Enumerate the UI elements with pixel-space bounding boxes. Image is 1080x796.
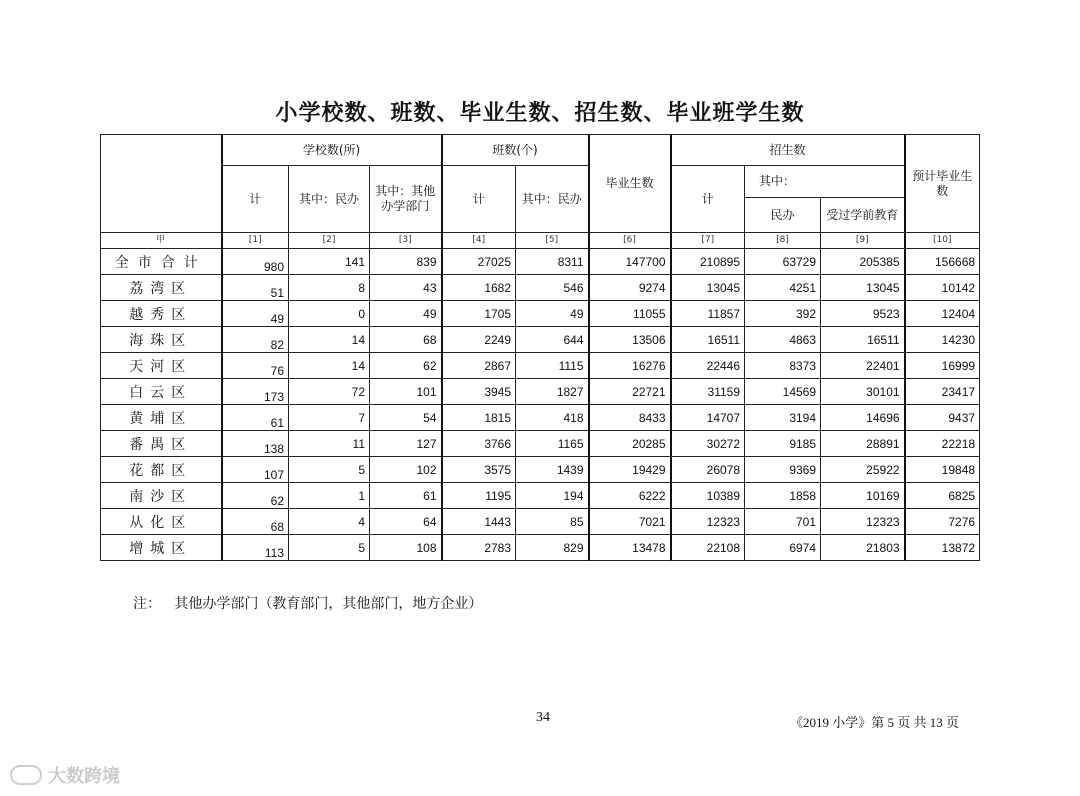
value-cell: 20285 [589, 431, 671, 457]
value-cell: 7021 [589, 509, 671, 535]
value-cell: 54 [370, 405, 442, 431]
header-classes: 班数(个) [442, 135, 589, 166]
table-row [101, 327, 980, 353]
statistics-table [100, 134, 980, 561]
header-schools: 学校数(所) [222, 135, 442, 166]
value-cell: 210895 [671, 249, 745, 275]
value-cell: 62 [222, 483, 289, 509]
value-cell: 28891 [821, 431, 905, 457]
value-cell: 6825 [905, 483, 980, 509]
value-cell: 7276 [905, 509, 980, 535]
value-cell: 1705 [442, 301, 516, 327]
table-row-total [101, 249, 980, 275]
value-cell: 1115 [516, 353, 589, 379]
region-cell: 越秀区 [101, 301, 222, 327]
value-cell: 16276 [589, 353, 671, 379]
watermark [10, 762, 120, 788]
value-cell: 49 [370, 301, 442, 327]
region-cell: 花都区 [101, 457, 222, 483]
value-cell: 1858 [745, 483, 821, 509]
value-cell: 22218 [905, 431, 980, 457]
value-cell: 14230 [905, 327, 980, 353]
value-cell: 49 [222, 301, 289, 327]
column-index-cell: [4] [442, 233, 516, 249]
value-cell: 16511 [671, 327, 745, 353]
table-row [101, 457, 980, 483]
value-cell: 12323 [671, 509, 745, 535]
value-cell: 6222 [589, 483, 671, 509]
table-row [101, 379, 980, 405]
value-cell: 9274 [589, 275, 671, 301]
region-cell: 增城区 [101, 535, 222, 561]
value-cell: 82 [222, 327, 289, 353]
value-cell: 8433 [589, 405, 671, 431]
column-index-cell: [2] [289, 233, 370, 249]
value-cell: 68 [222, 509, 289, 535]
value-cell: 9185 [745, 431, 821, 457]
value-cell: 21803 [821, 535, 905, 561]
value-cell: 6974 [745, 535, 821, 561]
value-cell: 13045 [821, 275, 905, 301]
column-index-cell: [8] [745, 233, 821, 249]
value-cell: 1682 [442, 275, 516, 301]
value-cell: 173 [222, 379, 289, 405]
value-cell: 4251 [745, 275, 821, 301]
table-row [101, 535, 980, 561]
value-cell: 49 [516, 301, 589, 327]
value-cell: 9369 [745, 457, 821, 483]
header-schools-private: 其中：民办 [289, 166, 370, 233]
value-cell: 85 [516, 509, 589, 535]
header-schools-total: 计 [222, 166, 289, 233]
value-cell: 1 [289, 483, 370, 509]
value-cell: 1827 [516, 379, 589, 405]
header-enrollment-of-which: 其中： [745, 166, 905, 198]
value-cell: 62 [370, 353, 442, 379]
page-footer: 《2019 小学》第 5 页 共 13 页 [790, 715, 960, 730]
table-row [101, 431, 980, 457]
value-cell: 14707 [671, 405, 745, 431]
value-cell: 102 [370, 457, 442, 483]
value-cell: 23417 [905, 379, 980, 405]
value-cell: 546 [516, 275, 589, 301]
value-cell: 0 [289, 301, 370, 327]
value-cell: 418 [516, 405, 589, 431]
value-cell: 11 [289, 431, 370, 457]
value-cell: 1439 [516, 457, 589, 483]
value-cell: 205385 [821, 249, 905, 275]
page-number: 34 [536, 710, 550, 725]
value-cell: 25922 [821, 457, 905, 483]
value-cell: 22721 [589, 379, 671, 405]
region-cell: 从化区 [101, 509, 222, 535]
region-cell: 白云区 [101, 379, 222, 405]
table-row [101, 509, 980, 535]
column-index-cell: [6] [589, 233, 671, 249]
value-cell: 701 [745, 509, 821, 535]
region-cell: 天河区 [101, 353, 222, 379]
value-cell: 63729 [745, 249, 821, 275]
value-cell: 829 [516, 535, 589, 561]
value-cell: 11857 [671, 301, 745, 327]
value-cell: 8 [289, 275, 370, 301]
value-cell: 1443 [442, 509, 516, 535]
value-cell: 3194 [745, 405, 821, 431]
header-enrollment: 招生数 [671, 135, 905, 166]
value-cell: 4 [289, 509, 370, 535]
value-cell: 30101 [821, 379, 905, 405]
table-row [101, 301, 980, 327]
header-expected-graduates: 预计毕业生数 [905, 135, 980, 233]
header-enrollment-private: 民办 [745, 198, 821, 233]
value-cell: 13478 [589, 535, 671, 561]
value-cell: 839 [370, 249, 442, 275]
value-cell: 13506 [589, 327, 671, 353]
column-index-cell: 甲 [101, 233, 222, 249]
value-cell: 107 [222, 457, 289, 483]
value-cell: 22446 [671, 353, 745, 379]
value-cell: 644 [516, 327, 589, 353]
value-cell: 14569 [745, 379, 821, 405]
value-cell: 3575 [442, 457, 516, 483]
value-cell: 9437 [905, 405, 980, 431]
column-index-cell: [9] [821, 233, 905, 249]
value-cell: 51 [222, 275, 289, 301]
value-cell: 392 [745, 301, 821, 327]
value-cell: 1815 [442, 405, 516, 431]
value-cell: 72 [289, 379, 370, 405]
region-cell: 黄埔区 [101, 405, 222, 431]
page-title: 小学校数、班数、毕业生数、招生数、毕业班学生数 [275, 101, 805, 126]
value-cell: 27025 [442, 249, 516, 275]
value-cell: 64 [370, 509, 442, 535]
value-cell: 14 [289, 353, 370, 379]
header-classes-total: 计 [442, 166, 516, 233]
value-cell: 16511 [821, 327, 905, 353]
value-cell: 3766 [442, 431, 516, 457]
value-cell: 141 [289, 249, 370, 275]
table-row [101, 483, 980, 509]
value-cell: 22108 [671, 535, 745, 561]
value-cell: 113 [222, 535, 289, 561]
value-cell: 30272 [671, 431, 745, 457]
value-cell: 10389 [671, 483, 745, 509]
value-cell: 10142 [905, 275, 980, 301]
header-classes-private: 其中：民办 [516, 166, 589, 233]
value-cell: 19848 [905, 457, 980, 483]
region-cell: 番禺区 [101, 431, 222, 457]
value-cell: 1165 [516, 431, 589, 457]
region-cell: 南沙区 [101, 483, 222, 509]
value-cell: 22401 [821, 353, 905, 379]
value-cell: 8373 [745, 353, 821, 379]
header-graduates: 毕业生数 [589, 135, 671, 233]
value-cell: 12323 [821, 509, 905, 535]
value-cell: 980 [222, 249, 289, 275]
value-cell: 26078 [671, 457, 745, 483]
value-cell: 12404 [905, 301, 980, 327]
value-cell: 19429 [589, 457, 671, 483]
value-cell: 61 [370, 483, 442, 509]
value-cell: 2249 [442, 327, 516, 353]
watermark-logo-icon [10, 765, 42, 785]
value-cell: 5 [289, 535, 370, 561]
table-row [101, 353, 980, 379]
value-cell: 13045 [671, 275, 745, 301]
value-cell: 4863 [745, 327, 821, 353]
value-cell: 138 [222, 431, 289, 457]
value-cell: 5 [289, 457, 370, 483]
value-cell: 13872 [905, 535, 980, 561]
value-cell: 16999 [905, 353, 980, 379]
table-row [101, 275, 980, 301]
region-cell: 全市合计 [101, 249, 222, 275]
value-cell: 2783 [442, 535, 516, 561]
table-row [101, 405, 980, 431]
value-cell: 1195 [442, 483, 516, 509]
header-schools-other-dept: 其中：其他办学部门 [370, 166, 442, 233]
watermark-text: 大数跨境 [48, 766, 120, 787]
value-cell: 7 [289, 405, 370, 431]
column-index-cell: [10] [905, 233, 980, 249]
column-index-cell: [5] [516, 233, 589, 249]
value-cell: 108 [370, 535, 442, 561]
value-cell: 8311 [516, 249, 589, 275]
column-index-cell: [3] [370, 233, 442, 249]
region-cell: 海珠区 [101, 327, 222, 353]
table-note: 注： 其他办学部门（教育部门，其他部门，地方企业） [133, 596, 483, 612]
value-cell: 76 [222, 353, 289, 379]
region-cell: 荔湾区 [101, 275, 222, 301]
value-cell: 156668 [905, 249, 980, 275]
value-cell: 127 [370, 431, 442, 457]
value-cell: 147700 [589, 249, 671, 275]
column-index-cell: [1] [222, 233, 289, 249]
value-cell: 14 [289, 327, 370, 353]
value-cell: 10169 [821, 483, 905, 509]
value-cell: 9523 [821, 301, 905, 327]
value-cell: 43 [370, 275, 442, 301]
column-index-row [101, 233, 980, 249]
value-cell: 101 [370, 379, 442, 405]
value-cell: 31159 [671, 379, 745, 405]
header-enrollment-total: 计 [671, 166, 745, 233]
header-enrollment-preschool: 受过学前教育 [821, 198, 905, 233]
corner-cell [101, 135, 222, 233]
value-cell: 11055 [589, 301, 671, 327]
column-index-cell: [7] [671, 233, 745, 249]
value-cell: 2867 [442, 353, 516, 379]
value-cell: 68 [370, 327, 442, 353]
value-cell: 61 [222, 405, 289, 431]
value-cell: 3945 [442, 379, 516, 405]
value-cell: 14696 [821, 405, 905, 431]
value-cell: 194 [516, 483, 589, 509]
